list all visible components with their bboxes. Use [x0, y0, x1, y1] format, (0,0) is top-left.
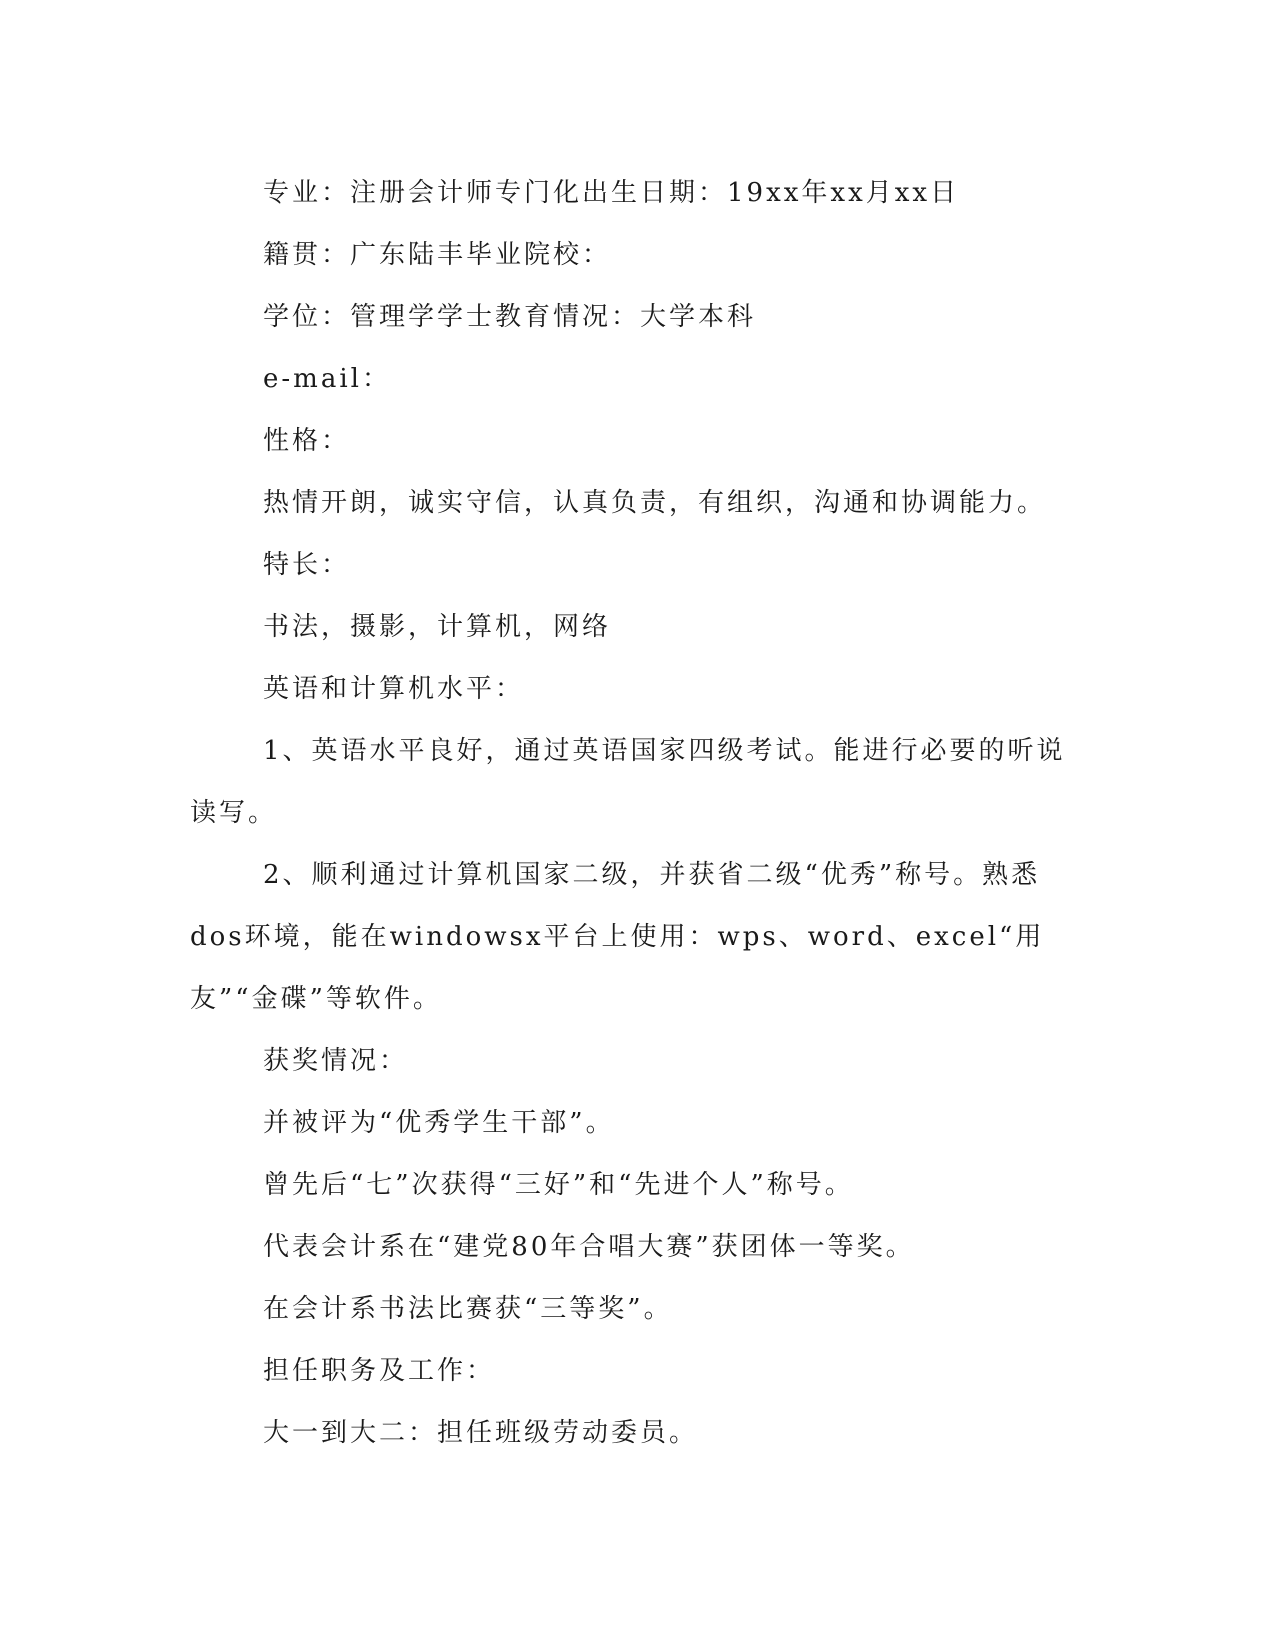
hometown-school-line: 籍贯：广东陆丰毕业院校：	[263, 240, 612, 270]
specialties-heading: 特长：	[263, 550, 351, 580]
positions-heading: 担任职务及工作：	[263, 1356, 496, 1386]
email-line: e-mail：	[263, 364, 391, 394]
award-item: 在会计系书法比赛获“三等奖”。	[263, 1294, 673, 1324]
position-item: 大一到大二：担任班级劳动委员。	[263, 1418, 699, 1448]
document-body	[190, 162, 1090, 1464]
award-item: 曾先后“七”次获得“三好”和“先进个人”称号。	[263, 1170, 854, 1200]
award-item: 代表会计系在“建党80年合唱大赛”获团体一等奖。	[263, 1232, 915, 1262]
english-skill-text: 1、英语水平良好，通过英语国家四级考试。能进行必要的听说读写。	[190, 736, 1066, 828]
awards-heading: 获奖情况：	[263, 1046, 409, 1076]
specialties-text: 书法，摄影，计算机，网络	[263, 612, 612, 642]
personality-heading: 性格：	[263, 426, 351, 456]
degree-education-line: 学位：管理学学士教育情况：大学本科	[263, 302, 757, 332]
personality-text: 热情开朗，诚实守信，认真负责，有组织，沟通和协调能力。	[263, 488, 1047, 518]
computer-skill-text: 2、顺利通过计算机国家二级，并获省二级“优秀”称号。熟悉dos环境，能在windowsx平台上使用：wps、word、excel“用友”“金碟”等软件。	[190, 860, 1045, 1014]
award-item: 并被评为“优秀学生干部”。	[263, 1108, 615, 1138]
major-birthdate-line: 专业：注册会计师专门化出生日期：19xx年xx月xx日	[263, 178, 960, 208]
skills-heading: 英语和计算机水平：	[263, 674, 525, 704]
